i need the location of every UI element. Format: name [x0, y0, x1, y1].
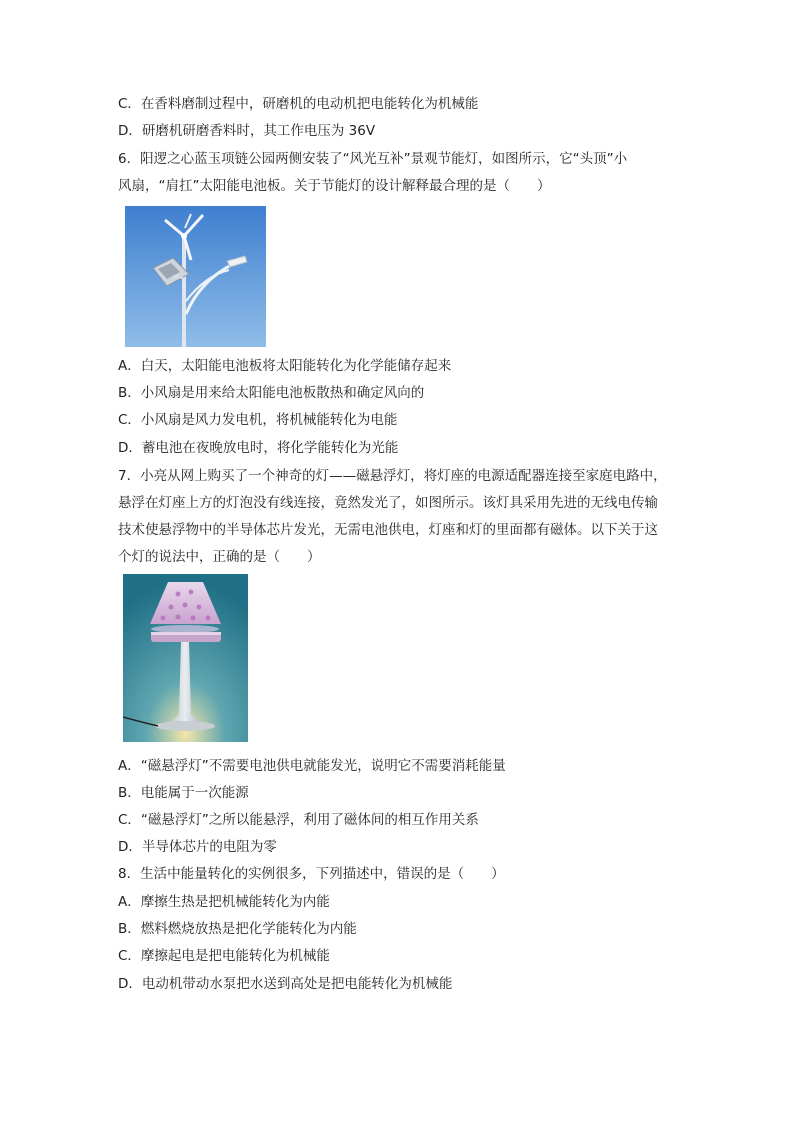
option-7a: A．“磁悬浮灯”不需要电池供电就能发光，说明它不需要消耗能量 — [118, 758, 506, 774]
option-5c: C．在香料磨制过程中，研磨机的电动机把电能转化为机械能 — [118, 96, 479, 112]
question-8-stem: 8．生活中能量转化的实例很多，下列描述中，错误的是（ ） — [118, 866, 505, 882]
question-7-stem-1: 7．小亮从网上购买了一个神奇的灯——磁悬浮灯，将灯座的电源适配器连接至家庭电路中， — [118, 468, 667, 484]
option-8a: A．摩擦生热是把机械能转化为内能 — [118, 894, 330, 910]
question-6-stem-2: 风扇，“肩扛”太阳能电池板。关于节能灯的设计解释最合理的是（ ） — [118, 178, 551, 194]
option-6c: C．小风扇是风力发电机，将机械能转化为电能 — [118, 412, 398, 428]
option-8b: B．燃料燃烧放热是把化学能转化为内能 — [118, 921, 357, 937]
question-6-stem-1: 6．阳逻之心蓝玉项链公园两侧安装了“风光互补”景观节能灯，如图所示，它“头顶”小 — [118, 151, 628, 167]
option-6b: B．小风扇是用来给太阳能电池板散热和确定风向的 — [118, 385, 425, 401]
option-8c: C．摩擦起电是把电能转化为机械能 — [118, 948, 330, 964]
option-5d: D．研磨机研磨香料时，其工作电压为 36V — [118, 123, 376, 139]
option-7d: D．半导体芯片的电阻为零 — [118, 839, 277, 855]
question-7-stem-3: 技术使悬浮物中的半导体芯片发光，无需电池供电，灯座和灯的里面都有磁体。以下关于这 — [118, 522, 658, 538]
option-7b: B．电能属于一次能源 — [118, 785, 249, 801]
question-7-stem-4: 个灯的说法中，正确的是（ ） — [118, 549, 321, 565]
option-6d: D．蓄电池在夜晚放电时，将化学能转化为光能 — [118, 440, 399, 456]
maglev-lamp-figure — [123, 574, 248, 742]
question-7-stem-2: 悬浮在灯座上方的灯泡没有线连接，竟然发光了，如图所示。该灯具采用先进的无线电传输 — [118, 495, 658, 511]
wind-solar-streetlamp-figure — [125, 206, 266, 347]
option-8d: D．电动机带动水泵把水送到高处是把电能转化为机械能 — [118, 976, 453, 992]
option-6a: A．白天，太阳能电池板将太阳能转化为化学能储存起来 — [118, 358, 452, 374]
option-7c: C．“磁悬浮灯”之所以能悬浮，利用了磁体间的相互作用关系 — [118, 812, 479, 828]
